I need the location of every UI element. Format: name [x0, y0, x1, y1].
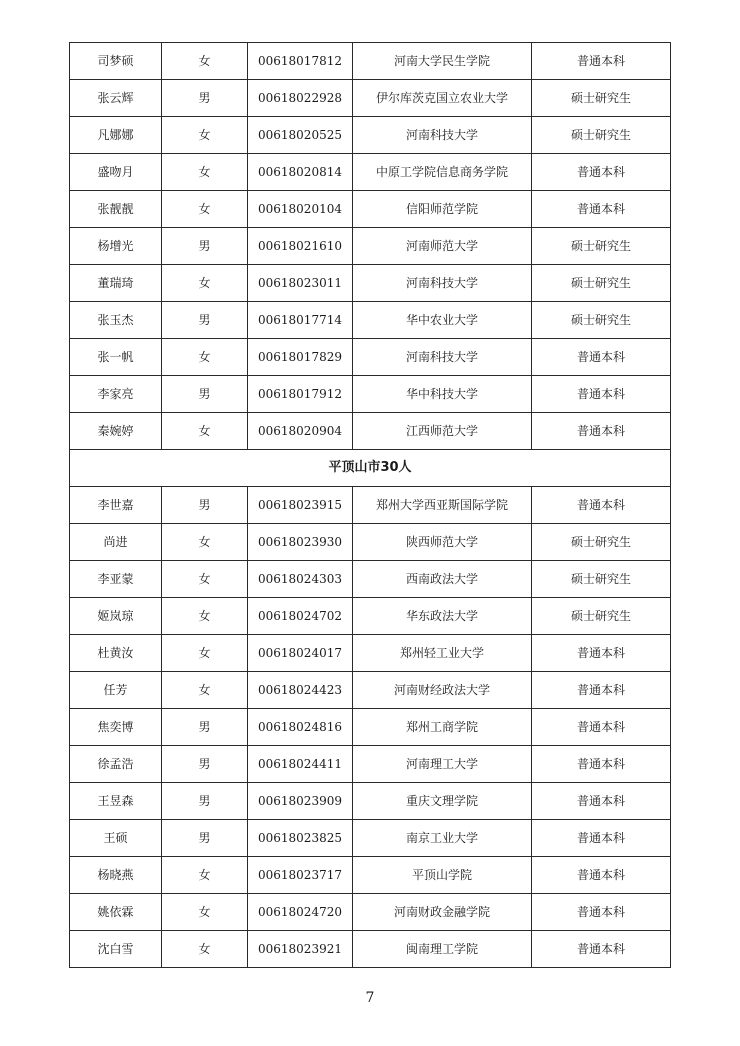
exam-id-cell: 00618017829: [248, 339, 353, 376]
name-cell: 张玉杰: [70, 302, 162, 339]
table-row: [70, 598, 671, 635]
school-cell: 河南财政金融学院: [353, 894, 532, 931]
school-cell: 华东政法大学: [353, 598, 532, 635]
exam-id-cell: 00618017912: [248, 376, 353, 413]
degree-cell: 硕士研究生: [532, 265, 671, 302]
exam-id-cell: 00618020904: [248, 413, 353, 450]
degree-cell: 普通本科: [532, 931, 671, 968]
table-row: [70, 80, 671, 117]
school-cell: 西南政法大学: [353, 561, 532, 598]
gender-cell: 男: [162, 820, 248, 857]
degree-cell: 普通本科: [532, 635, 671, 672]
gender-cell: 女: [162, 339, 248, 376]
table-row: [70, 191, 671, 228]
degree-cell: 硕士研究生: [532, 524, 671, 561]
exam-id-cell: 00618024017: [248, 635, 353, 672]
school-cell: 郑州轻工业大学: [353, 635, 532, 672]
school-cell: 伊尔库茨克国立农业大学: [353, 80, 532, 117]
gender-cell: 男: [162, 746, 248, 783]
school-cell: 华中农业大学: [353, 302, 532, 339]
gender-cell: 女: [162, 154, 248, 191]
degree-cell: 硕士研究生: [532, 80, 671, 117]
gender-cell: 男: [162, 783, 248, 820]
school-cell: 郑州大学西亚斯国际学院: [353, 487, 532, 524]
school-cell: 郑州工商学院: [353, 709, 532, 746]
exam-id-cell: 00618023909: [248, 783, 353, 820]
name-cell: 张云辉: [70, 80, 162, 117]
name-cell: 司梦硕: [70, 43, 162, 80]
school-cell: 闽南理工学院: [353, 931, 532, 968]
name-cell: 徐孟浩: [70, 746, 162, 783]
school-cell: 中原工学院信息商务学院: [353, 154, 532, 191]
gender-cell: 男: [162, 376, 248, 413]
name-cell: 王硕: [70, 820, 162, 857]
name-cell: 姚依霖: [70, 894, 162, 931]
exam-id-cell: 00618022928: [248, 80, 353, 117]
school-cell: 平顶山学院: [353, 857, 532, 894]
table-row: [70, 635, 671, 672]
degree-cell: 普通本科: [532, 487, 671, 524]
name-cell: 杨晓燕: [70, 857, 162, 894]
exam-id-cell: 00618023825: [248, 820, 353, 857]
name-cell: 秦婉婷: [70, 413, 162, 450]
table-row: [70, 43, 671, 80]
gender-cell: 女: [162, 413, 248, 450]
exam-id-cell: 00618023930: [248, 524, 353, 561]
gender-cell: 女: [162, 191, 248, 228]
table-row: [70, 413, 671, 450]
candidate-table: [69, 42, 671, 968]
exam-id-cell: 00618017714: [248, 302, 353, 339]
table-row: [70, 265, 671, 302]
gender-cell: 男: [162, 80, 248, 117]
exam-id-cell: 00618017812: [248, 43, 353, 80]
name-cell: 焦奕博: [70, 709, 162, 746]
exam-id-cell: 00618024702: [248, 598, 353, 635]
name-cell: 李亚蒙: [70, 561, 162, 598]
exam-id-cell: 00618020104: [248, 191, 353, 228]
exam-id-cell: 00618024411: [248, 746, 353, 783]
school-cell: 河南科技大学: [353, 265, 532, 302]
exam-id-cell: 00618024303: [248, 561, 353, 598]
name-cell: 杨增光: [70, 228, 162, 265]
exam-id-cell: 00618024423: [248, 672, 353, 709]
school-cell: 南京工业大学: [353, 820, 532, 857]
name-cell: 杜黄汝: [70, 635, 162, 672]
gender-cell: 女: [162, 117, 248, 154]
table-row: [70, 339, 671, 376]
degree-cell: 普通本科: [532, 43, 671, 80]
gender-cell: 女: [162, 672, 248, 709]
school-cell: 河南财经政法大学: [353, 672, 532, 709]
exam-id-cell: 00618023915: [248, 487, 353, 524]
table-row: [70, 376, 671, 413]
degree-cell: 硕士研究生: [532, 302, 671, 339]
degree-cell: 硕士研究生: [532, 117, 671, 154]
section-title: 平顶山市30人: [70, 450, 671, 487]
degree-cell: 硕士研究生: [532, 561, 671, 598]
gender-cell: 女: [162, 265, 248, 302]
school-cell: 河南科技大学: [353, 117, 532, 154]
degree-cell: 普通本科: [532, 746, 671, 783]
name-cell: 董瑞琦: [70, 265, 162, 302]
school-cell: 河南科技大学: [353, 339, 532, 376]
degree-cell: 普通本科: [532, 339, 671, 376]
exam-id-cell: 00618021610: [248, 228, 353, 265]
name-cell: 任芳: [70, 672, 162, 709]
gender-cell: 女: [162, 598, 248, 635]
name-cell: 王昱森: [70, 783, 162, 820]
exam-id-cell: 00618024816: [248, 709, 353, 746]
table-body: [70, 43, 671, 968]
school-cell: 河南理工大学: [353, 746, 532, 783]
page-number: 7: [365, 990, 375, 1006]
name-cell: 李家亮: [70, 376, 162, 413]
degree-cell: 硕士研究生: [532, 598, 671, 635]
table-row: [70, 746, 671, 783]
degree-cell: 普通本科: [532, 820, 671, 857]
gender-cell: 女: [162, 635, 248, 672]
degree-cell: 普通本科: [532, 413, 671, 450]
gender-cell: 女: [162, 894, 248, 931]
gender-cell: 男: [162, 228, 248, 265]
table-row: [70, 672, 671, 709]
degree-cell: 普通本科: [532, 894, 671, 931]
gender-cell: 男: [162, 487, 248, 524]
exam-id-cell: 00618023717: [248, 857, 353, 894]
degree-cell: 普通本科: [532, 672, 671, 709]
name-cell: 姬岚琼: [70, 598, 162, 635]
school-cell: 河南师范大学: [353, 228, 532, 265]
school-cell: 华中科技大学: [353, 376, 532, 413]
name-cell: 张一帆: [70, 339, 162, 376]
table-row: [70, 524, 671, 561]
name-cell: 张靓靓: [70, 191, 162, 228]
table-row: [70, 228, 671, 265]
exam-id-cell: 00618023011: [248, 265, 353, 302]
name-cell: 尚进: [70, 524, 162, 561]
degree-cell: 普通本科: [532, 191, 671, 228]
gender-cell: 男: [162, 709, 248, 746]
degree-cell: 普通本科: [532, 154, 671, 191]
table-row: [70, 820, 671, 857]
exam-id-cell: 00618024720: [248, 894, 353, 931]
exam-id-cell: 00618020525: [248, 117, 353, 154]
table-row: [70, 783, 671, 820]
school-cell: 信阳师范学院: [353, 191, 532, 228]
table-row: [70, 857, 671, 894]
gender-cell: 女: [162, 931, 248, 968]
school-cell: 陕西师范大学: [353, 524, 532, 561]
gender-cell: 女: [162, 857, 248, 894]
name-cell: 盛吻月: [70, 154, 162, 191]
exam-id-cell: 00618020814: [248, 154, 353, 191]
degree-cell: 普通本科: [532, 376, 671, 413]
table-row: [70, 561, 671, 598]
gender-cell: 女: [162, 524, 248, 561]
school-cell: 河南大学民生学院: [353, 43, 532, 80]
school-cell: 重庆文理学院: [353, 783, 532, 820]
gender-cell: 女: [162, 43, 248, 80]
gender-cell: 女: [162, 561, 248, 598]
table-row: [70, 117, 671, 154]
exam-id-cell: 00618023921: [248, 931, 353, 968]
degree-cell: 普通本科: [532, 783, 671, 820]
school-cell: 江西师范大学: [353, 413, 532, 450]
name-cell: 凡娜娜: [70, 117, 162, 154]
table-row: [70, 709, 671, 746]
table-row: [70, 302, 671, 339]
table-row: [70, 154, 671, 191]
section-header-row: [70, 450, 671, 487]
table-row: [70, 931, 671, 968]
table-row: [70, 894, 671, 931]
degree-cell: 硕士研究生: [532, 228, 671, 265]
name-cell: 沈白雪: [70, 931, 162, 968]
name-cell: 李世嘉: [70, 487, 162, 524]
gender-cell: 男: [162, 302, 248, 339]
degree-cell: 普通本科: [532, 857, 671, 894]
degree-cell: 普通本科: [532, 709, 671, 746]
table-row: [70, 487, 671, 524]
